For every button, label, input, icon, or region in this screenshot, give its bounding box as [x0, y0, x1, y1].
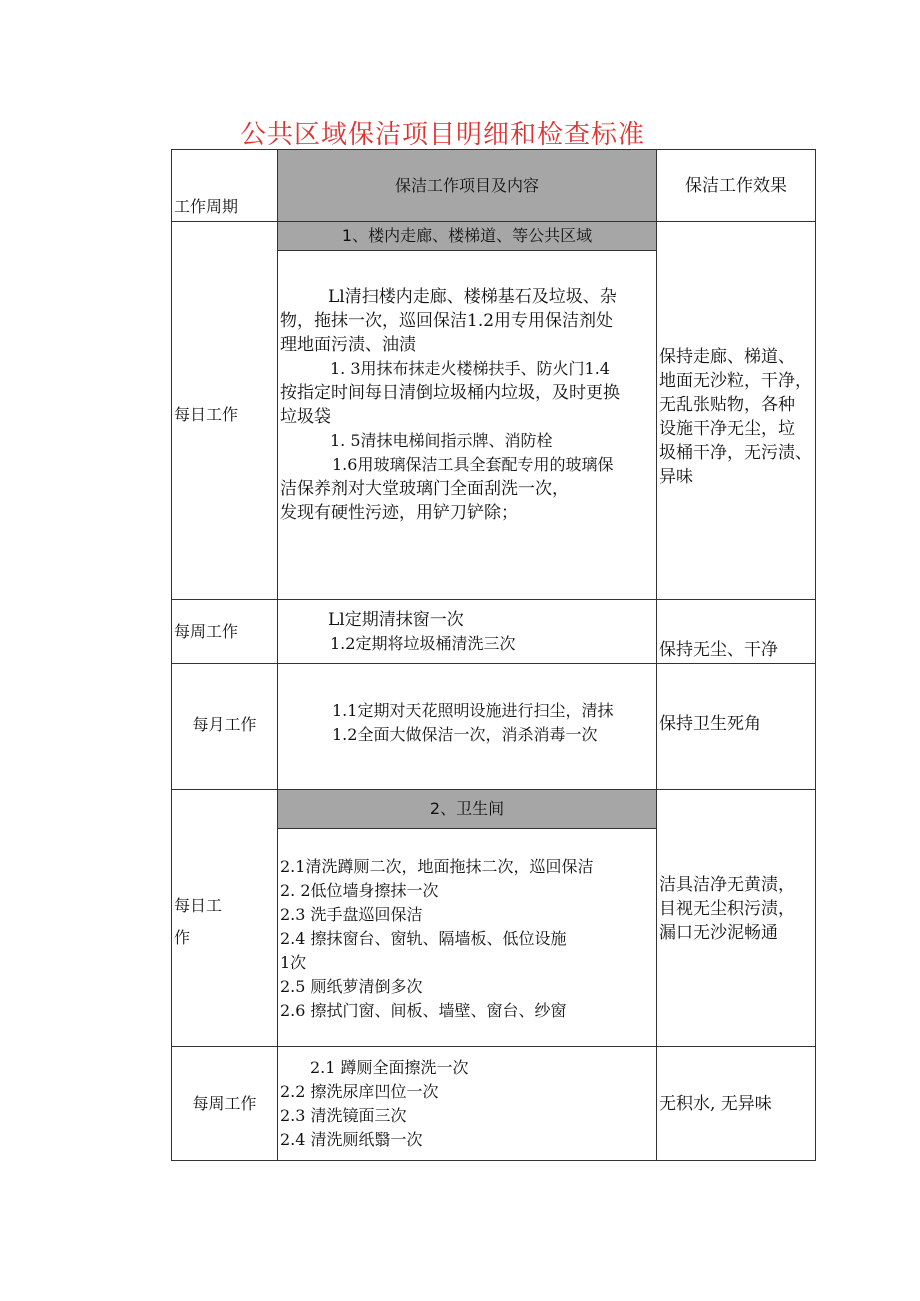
row-content	[278, 829, 656, 1023]
effect-line: 无乱张贴物，各种	[659, 394, 795, 415]
header-period: 工作周期	[174, 197, 239, 216]
content-line: Ll清扫楼内走廊、楼梯基石及垃圾、杂	[328, 287, 617, 307]
page-title: 公共区域保洁项目明细和检查标准	[240, 120, 646, 150]
effect-line: 洁具洁净无黄渍，	[659, 875, 795, 895]
row-period	[172, 882, 277, 954]
content-line: Ll定期清抹窗一次	[328, 609, 464, 630]
content-line: 2.4 清洗厕纸翳一次	[280, 1129, 423, 1149]
content-line: 物，拖抹一次，巡回保洁1.2用专用保洁剂处	[280, 311, 614, 331]
table-row	[172, 600, 816, 664]
content-line: 1.6用玻璃保洁工具全套配专用的玻璃保	[332, 455, 614, 474]
content-line: 2.5 厕纸萝清倒多次	[280, 977, 423, 996]
effect-line: 漏口无沙泥畅通	[659, 923, 778, 943]
table-row	[172, 222, 816, 600]
content-line: 1.1定期对天花照明设施进行扫尘，清抹	[332, 700, 614, 720]
effect-line: 保持走廊、梯道、	[659, 346, 795, 367]
row-effect: 保持卫生死角	[659, 713, 761, 734]
content-line: 洁保养剂对大堂玻璃门全面刮洗一次，	[280, 479, 569, 499]
header-content: 保洁工作项目及内容	[394, 175, 539, 195]
table-header-row	[172, 150, 816, 222]
content-line: 1.2全面大做保洁一次，消杀消毒一次	[332, 724, 598, 744]
content-line: 按指定时间每日清倒垃圾桶内垃圾，及时更换	[280, 383, 620, 403]
section-title: 1、楼内走廊、楼梯道、等公共区域	[278, 222, 656, 251]
section-title: 2、卫生间	[278, 790, 656, 829]
row-effect	[657, 873, 815, 963]
content-line: 1. 3用抹布抹走火楼梯扶手、防火门1.4	[330, 359, 610, 378]
content-line: 1. 5清抹电梯间指示牌、消防栓	[330, 431, 553, 450]
content-line: 2.1清洗蹲厕二次，地面拖抹二次，巡回保洁	[280, 857, 594, 876]
content-line: 1次	[280, 953, 307, 972]
row-effect	[657, 333, 815, 489]
row-effect: 无积水, 无异味	[659, 1093, 772, 1114]
content-line: 2. 2低位墙身擦抹一次	[280, 881, 439, 900]
row-period: 每周工作	[174, 621, 239, 641]
row-period: 每周工作	[192, 1093, 257, 1113]
effect-line: 设施干净无尘，垃	[659, 418, 795, 439]
content-line: 发现有硬性污迹，用铲刀铲除；	[280, 503, 518, 523]
period-line: 作	[174, 928, 191, 947]
header-effect: 保洁工作效果	[685, 175, 787, 196]
period-line: 每日工	[174, 896, 223, 915]
effect-line: 圾桶干净，无污渍、	[659, 442, 812, 463]
effect-line: 目视无尘积污渍，	[659, 899, 795, 919]
content-line: 2.3 洗手盘巡回保洁	[280, 905, 423, 924]
effect-line: 异味	[659, 466, 693, 487]
content-line: 2.2 擦洗尿庠凹位一次	[280, 1081, 439, 1101]
content-line: 理地面污渍、油渍	[280, 335, 416, 355]
content-line: 2.1 蹲厕全面擦洗一次	[310, 1057, 469, 1077]
row-period: 每日工作	[174, 404, 239, 424]
row-effect: 保持无尘、干净	[659, 640, 778, 660]
cleaning-standards-table	[171, 149, 816, 1161]
row-period: 每月工作	[192, 714, 257, 734]
content-line: 2.3 清洗镜面三次	[280, 1105, 407, 1125]
table-row	[172, 790, 816, 1047]
content-line: 垃圾袋	[280, 407, 331, 427]
table-row	[172, 664, 816, 790]
table-row	[172, 1047, 816, 1161]
effect-line: 地面无沙粒，干净，	[659, 370, 812, 391]
content-line: 2.4 擦抹窗台、窗轨、隔墙板、低位设施	[280, 929, 567, 948]
content-line: 2.6 擦拭门窗、间板、墙壁、窗台、纱窗	[280, 1001, 567, 1020]
row-content	[278, 251, 656, 525]
content-line: 1.2定期将垃圾桶清洗三次	[330, 633, 516, 653]
